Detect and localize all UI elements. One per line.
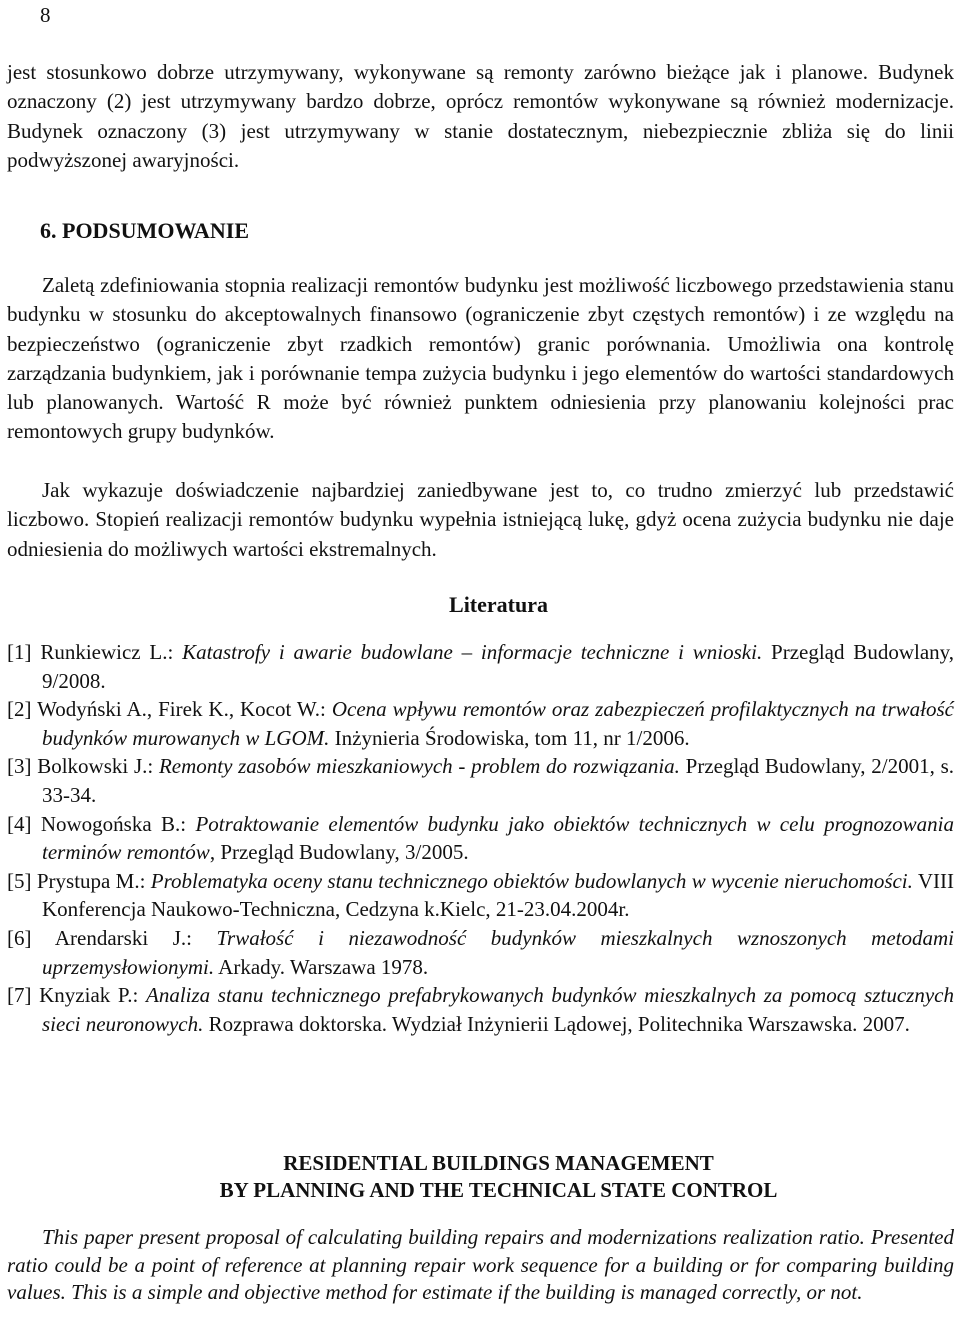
section-heading: 6. PODSUMOWANIE	[40, 218, 250, 243]
intro-paragraph: jest stosunkowo dobrze utrzymywany, wykonywane są remonty zarówno bieżące jak i planowe. Budynek oznaczony (2) jest utrzymywany bardzo dobrze, oprócz remontów wykonywane są również modernizacje. Budynek oznaczony (3) jest utrzymywany w stanie dostatecznym, niebezpiecznie zbliża się do linii podwyższonej awaryjności.	[7, 60, 954, 172]
reference-item	[7, 924, 954, 981]
ref-source: Przegląd Budowlany, 9/2008.	[42, 640, 955, 693]
ref-number: [7]	[7, 983, 32, 1008]
ref-source: , Przegląd Budowlany, 3/2005.	[209, 840, 469, 865]
ref-title: Trwałość i niezawodność budynków mieszkalnych wznoszonych metodami uprzemysłowionymi.	[42, 925, 955, 979]
ref-authors: Nowogońska B.:	[40, 811, 187, 836]
summary-paragraph-2: Jak wykazuje doświadczenie najbardziej zaniedbywane jest to, co trudno zmierzyć lub przedstawić liczbowo. Stopień realizacji remontów budynku wypełnia istniejącą lukę, gdyż ocena zużycia budynku nie daje odniesienia do możliwych wartości ekstremalnych.	[7, 478, 954, 561]
english-abstract	[7, 1224, 954, 1307]
ref-source: Inżynieria Środowiska, tom 11, nr 1/2006.	[334, 725, 690, 750]
reference-item	[7, 867, 954, 924]
ref-source: Przegląd Budowlany, 2/2001, s. 33-34.	[42, 754, 954, 807]
ref-authors: Wodyński A., Firek K., Kocot W.:	[37, 697, 326, 722]
ref-number: [6]	[7, 925, 32, 950]
reference-item	[7, 638, 954, 695]
reference-item	[7, 752, 954, 809]
ref-source: Arkady. Warszawa 1978.	[218, 954, 429, 979]
ref-number: [2]	[7, 697, 32, 722]
reference-item	[7, 695, 954, 752]
page-number: 8	[40, 3, 51, 27]
ref-authors: Knyziak P.:	[39, 983, 139, 1008]
literature-heading: Literatura	[449, 592, 548, 617]
english-title	[0, 1150, 960, 1204]
abstract-rest: Presented ratio could be a point of reference at planning repair work sequence for a building or for comparing building values. This is a simple and objective method for estimate if the building is managed correctly, or not.	[7, 1225, 955, 1304]
reference-item	[7, 981, 954, 1038]
ref-authors: Prystupa M.:	[36, 868, 146, 893]
reference-item	[7, 810, 954, 867]
reference-list	[7, 638, 954, 1038]
ref-number: [1]	[7, 640, 32, 664]
ref-title: Potraktowanie elementów budynku jako obiektów technicznych w celu prognozowania terminów remontów	[42, 811, 955, 865]
ref-source: VIII Konferencja Naukowo-Techniczna, Cedzyna k.Kielc, 21-23.04.2004r.	[42, 868, 955, 922]
ref-title: Problematyka oceny stanu technicznego obiektów budowlanych w wycenie nieruchomości.	[150, 868, 913, 893]
summary-paragraph-1: Zaletą zdefiniowania stopnia realizacji remontów budynku jest możliwość liczbowego przedstawienia stanu budynku w stosunku do akceptowalnych finansowo (ograniczenie zbyt częstych remontów) i ze względu na bezpieczeństwo (ograniczenie zbyt rzadkich remontów) granic porównania. Umożliwia ona kontrolę zarządzania budynkiem, jak i porównanie tempa zużycia budynku i jego elementów do wartości standardowych lub planowanych. Wartość R może być również punktem odniesienia przy planowaniu kolejności prac remontowych grupy budynków.	[7, 273, 954, 444]
english-title-line-1: RESIDENTIAL BUILDINGS MANAGEMENT	[283, 1151, 714, 1175]
english-title-line-2: BY PLANNING AND THE TECHNICAL STATE CONTROL	[219, 1178, 778, 1202]
ref-number: [4]	[7, 811, 32, 836]
ref-authors: Runkiewicz L.:	[40, 640, 174, 664]
ref-title: Katastrofy i awarie budowlane – informacje techniczne i wnioski.	[182, 640, 763, 664]
ref-authors: Arendarski J.:	[54, 925, 192, 950]
abstract-line-1: This paper present proposal of calculating building repairs and modernizations realization ratio.	[42, 1225, 865, 1249]
ref-source: Rozprawa doktorska. Wydział Inżynierii Lądowej, Politechnika Warszawska. 2007.	[208, 1011, 910, 1036]
ref-number: [3]	[7, 754, 32, 779]
ref-title: Ocena wpływu remontów oraz zabezpieczeń profilaktycznych na trwałość budynków murowanych w LGOM.	[42, 697, 955, 750]
ref-number: [5]	[7, 868, 32, 893]
ref-authors: Bolkowski J.:	[37, 754, 154, 779]
ref-title: Analiza stanu technicznego prefabrykowanych budynków mieszkalnych za pomocą sztucznych sieci neuronowych.	[42, 983, 954, 1036]
ref-title: Remonty zasobów mieszkaniowych - problem do rozwiązania.	[158, 754, 680, 779]
